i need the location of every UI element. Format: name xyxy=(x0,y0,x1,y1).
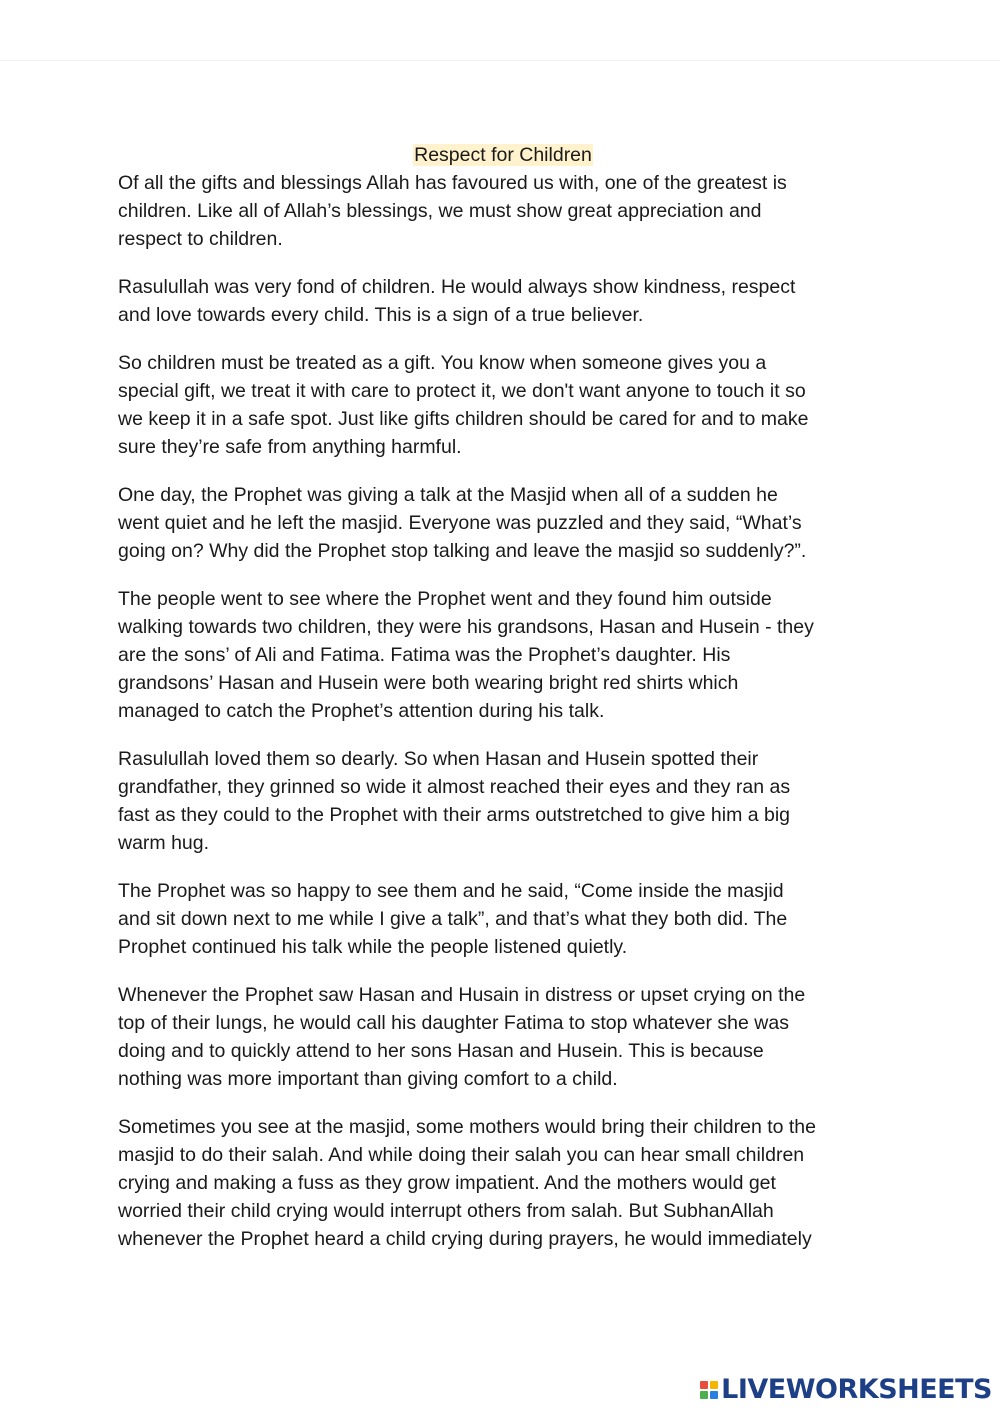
logo-worksheets-text: WORKSHEETS xyxy=(785,1374,992,1405)
paragraph xyxy=(118,481,888,565)
document-body xyxy=(118,141,888,1273)
badge-square-yellow xyxy=(710,1381,718,1389)
paragraph xyxy=(118,1113,888,1253)
logo-badge-icon xyxy=(700,1381,718,1399)
paragraph-line: The Prophet was so happy to see them and he said, “Come inside the masjid xyxy=(118,880,784,902)
badge-square-green xyxy=(700,1391,708,1399)
paragraph xyxy=(118,745,888,857)
paragraph-line: grandsons’ Hasan and Husein were both wearing bright red shirts which xyxy=(118,672,739,694)
paragraph-line: nothing was more important than giving comfort to a child. xyxy=(118,1068,618,1090)
paragraph-line: The people went to see where the Prophet went and they found him outside xyxy=(118,588,772,610)
paragraph-line: top of their lungs, he would call his daughter Fatima to stop whatever she was xyxy=(118,1012,789,1034)
paragraph-line: Of all the gifts and blessings Allah has favoured us with, one of the greatest is xyxy=(118,172,787,194)
badge-square-blue xyxy=(710,1391,718,1399)
badge-square-red xyxy=(700,1381,708,1389)
paragraph-line: special gift, we treat it with care to protect it, we don't want anyone to touch it so xyxy=(118,380,806,402)
paragraph xyxy=(118,273,888,329)
logo-live-text: LIVE xyxy=(721,1374,786,1405)
paragraph-line: whenever the Prophet heard a child crying during prayers, he would immediately xyxy=(118,1228,812,1250)
title-row xyxy=(118,141,888,169)
paragraph-line: went quiet and he left the masjid. Everyone was puzzled and they said, “What’s xyxy=(118,512,802,534)
liveworksheets-logo xyxy=(700,1375,992,1405)
paragraph-line: going on? Why did the Prophet stop talking and leave the masjid so suddenly?”. xyxy=(118,540,807,562)
paragraph-line: One day, the Prophet was giving a talk at the Masjid when all of a sudden he xyxy=(118,484,778,506)
logo-wordmark xyxy=(721,1375,992,1405)
paragraph-line: grandfather, they grinned so wide it almost reached their eyes and they ran as xyxy=(118,776,791,798)
paragraph-line: fast as they could to the Prophet with their arms outstretched to give him a big xyxy=(118,804,791,826)
page-top-edge xyxy=(0,60,1000,61)
paragraph xyxy=(118,877,888,961)
paragraph-line: worried their child crying would interrupt others from salah. But SubhanAllah xyxy=(118,1200,774,1222)
document-title: Respect for Children xyxy=(414,144,592,166)
paragraph-line: Rasulullah loved them so dearly. So when Hasan and Husein spotted their xyxy=(118,748,759,770)
paragraph xyxy=(118,349,888,461)
paragraph-line: Sometimes you see at the masjid, some mothers would bring their children to the xyxy=(118,1116,817,1138)
paragraph-line: and love towards every child. This is a sign of a true believer. xyxy=(118,304,644,326)
paragraph-line: crying and making a fuss as they grow impatient. And the mothers would get xyxy=(118,1172,776,1194)
paragraph-line: Whenever the Prophet saw Hasan and Husain in distress or upset crying on the xyxy=(118,984,806,1006)
paragraph-line: and sit down next to me while I give a talk”, and that’s what they both did. The xyxy=(118,908,788,930)
paragraph-line: children. Like all of Allah’s blessings, we must show great appreciation and xyxy=(118,200,762,222)
paragraph-line: masjid to do their salah. And while doing their salah you can hear small children xyxy=(118,1144,805,1166)
paragraph xyxy=(118,169,888,253)
paragraph-line: warm hug. xyxy=(118,832,210,854)
paragraph-line: managed to catch the Prophet’s attention during his talk. xyxy=(118,700,605,722)
paragraph xyxy=(118,981,888,1093)
paragraph-line: we keep it in a safe spot. Just like gifts children should be cared for and to make xyxy=(118,408,809,430)
paragraph-line: So children must be treated as a gift. You know when someone gives you a xyxy=(118,352,767,374)
paragraph-line: sure they’re safe from anything harmful. xyxy=(118,436,462,458)
paragraph-line: doing and to quickly attend to her sons Hasan and Husein. This is because xyxy=(118,1040,764,1062)
paragraph-line: walking towards two children, they were his grandsons, Hasan and Husein - they xyxy=(118,616,814,638)
paragraph-list xyxy=(118,169,888,1253)
paragraph-line: Rasulullah was very fond of children. He would always show kindness, respect xyxy=(118,276,796,298)
paragraph xyxy=(118,585,888,725)
paragraph-line: respect to children. xyxy=(118,228,283,250)
paragraph-line: are the sons’ of Ali and Fatima. Fatima was the Prophet’s daughter. His xyxy=(118,644,731,666)
paragraph-line: Prophet continued his talk while the people listened quietly. xyxy=(118,936,628,958)
